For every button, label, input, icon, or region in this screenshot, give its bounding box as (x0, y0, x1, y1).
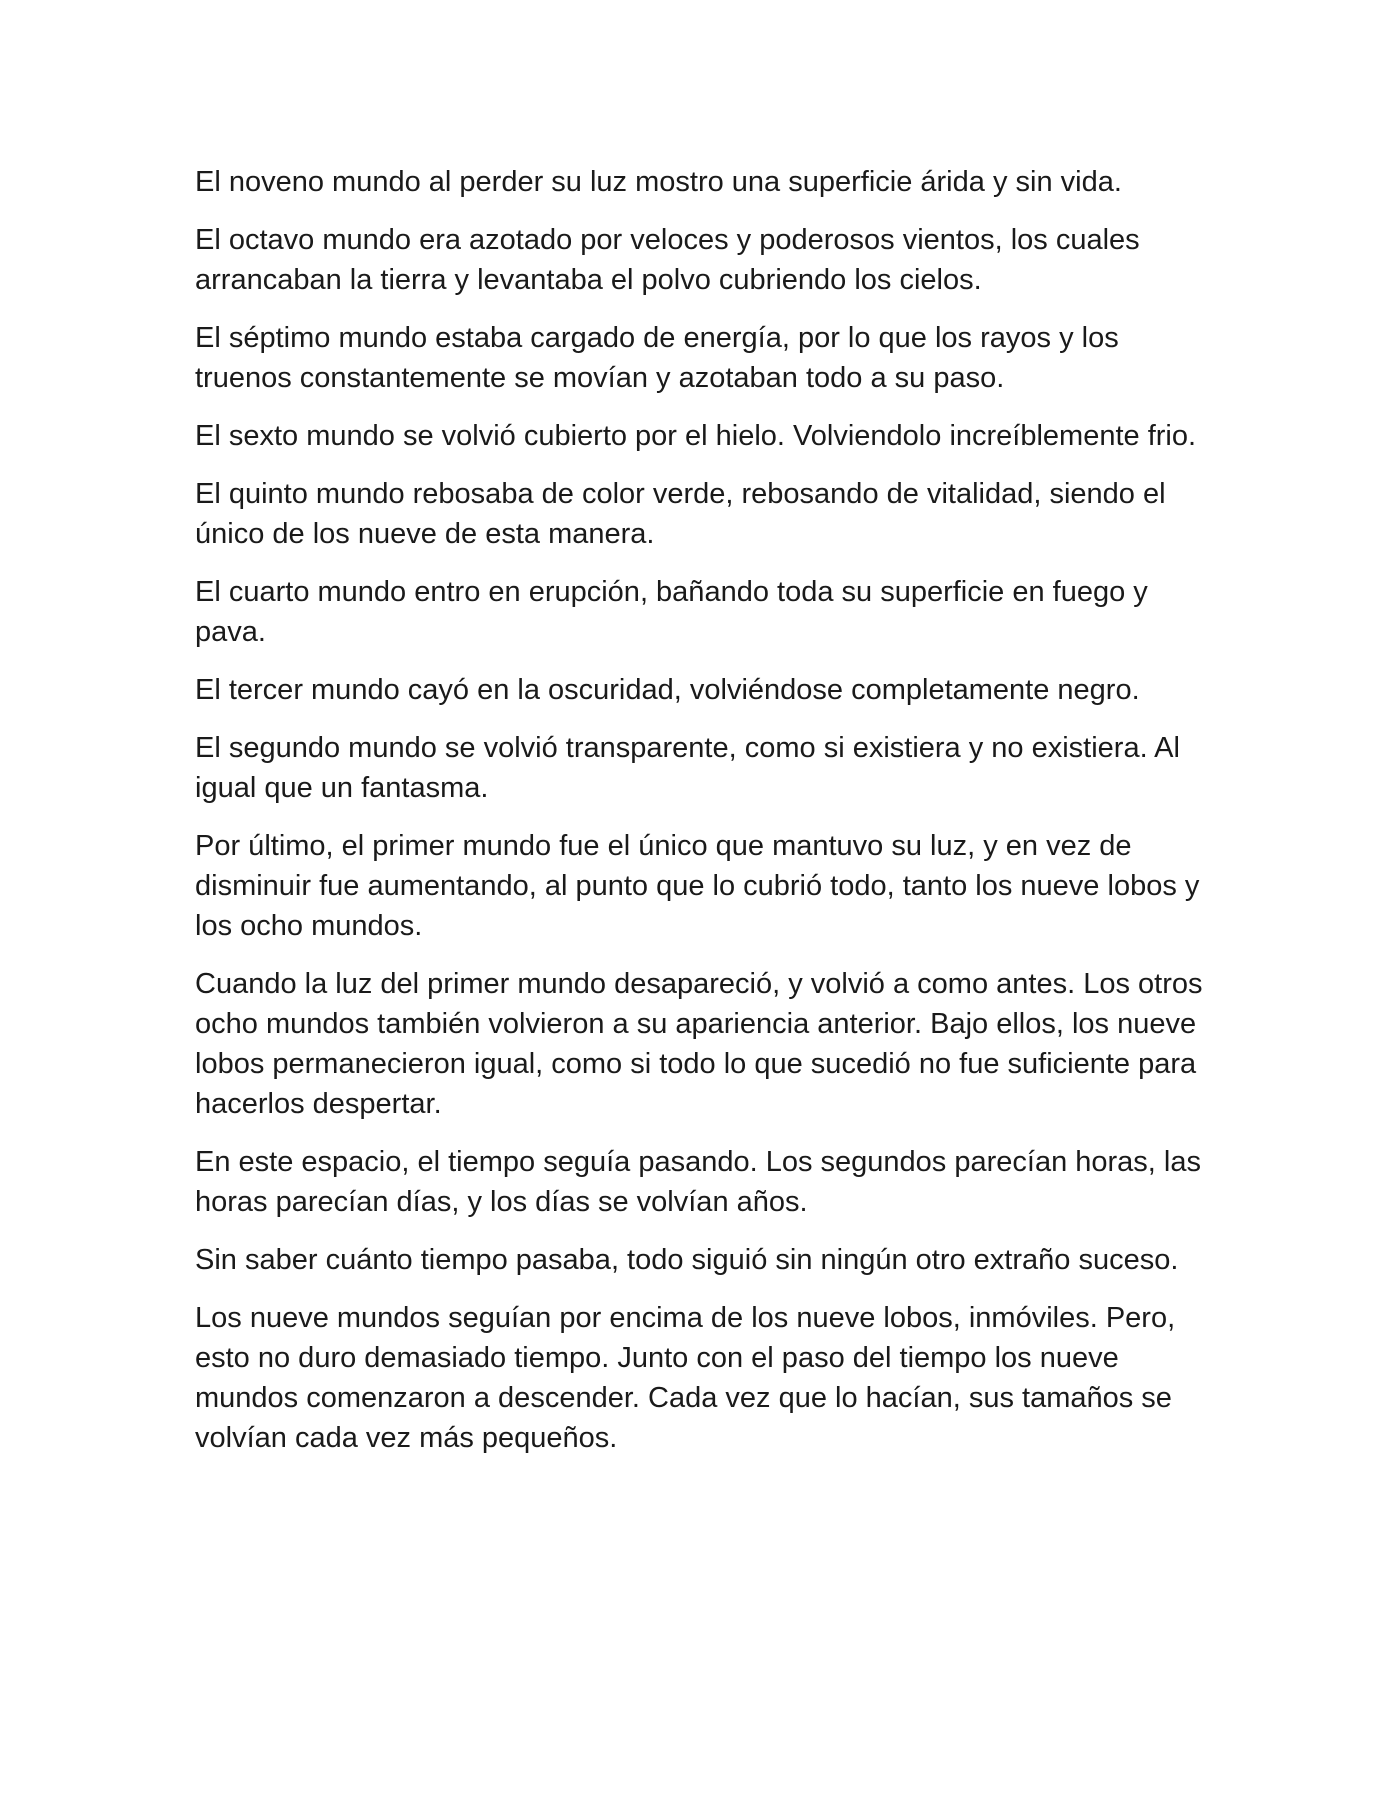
paragraph: En este espacio, el tiempo seguía pasando. Los segundos parecían horas, las horas parecían días, y los días se volvían años. (195, 1146, 1201, 1218)
paragraph: El sexto mundo se volvió cubierto por el hielo. Volviendolo increíblemente frio. (195, 420, 1197, 452)
paragraph: Sin saber cuánto tiempo pasaba, todo siguió sin ningún otro extraño suceso. (195, 1244, 1179, 1276)
paragraph: El segundo mundo se volvió transparente, como si existiera y no existiera. Al igual que un fantasma. (195, 732, 1180, 804)
paragraph: El quinto mundo rebosaba de color verde, rebosando de vitalidad, siendo el único de los nueve de esta manera. (195, 478, 1166, 550)
paragraph: Los nueve mundos seguían por encima de los nueve lobos, inmóviles. Pero, esto no duro demasiado tiempo. Junto con el paso del tiempo los nueve mundos comenzaron a descender. Cada vez que lo hacían, sus tamaños se volvían cada vez más pequeños. (195, 1302, 1176, 1454)
paragraph: El tercer mundo cayó en la oscuridad, volviéndose completamente negro. (195, 674, 1140, 706)
paragraph: El cuarto mundo entro en erupción, bañando toda su superficie en fuego y pava. (195, 576, 1148, 648)
paragraph: El octavo mundo era azotado por veloces y poderosos vientos, los cuales arrancaban la tierra y levantaba el polvo cubriendo los cielos. (195, 224, 1140, 296)
paragraph: Por último, el primer mundo fue el único que mantuvo su luz, y en vez de disminuir fue aumentando, al punto que lo cubrió todo, tanto los nueve lobos y los ocho mundos. (195, 830, 1200, 942)
paragraph: Cuando la luz del primer mundo desapareció, y volvió a como antes. Los otros ocho mundos también volvieron a su apariencia anterior. Bajo ellos, los nueve lobos permanecieron igual, como si todo lo que sucedió no fue suficiente para hacerlos despertar. (195, 968, 1203, 1120)
paragraph: El noveno mundo al perder su luz mostro una superficie árida y sin vida. (195, 166, 1122, 198)
body-text (195, 162, 1215, 1476)
paragraph: El séptimo mundo estaba cargado de energía, por lo que los rayos y los truenos constantemente se movían y azotaban todo a su paso. (195, 322, 1119, 394)
